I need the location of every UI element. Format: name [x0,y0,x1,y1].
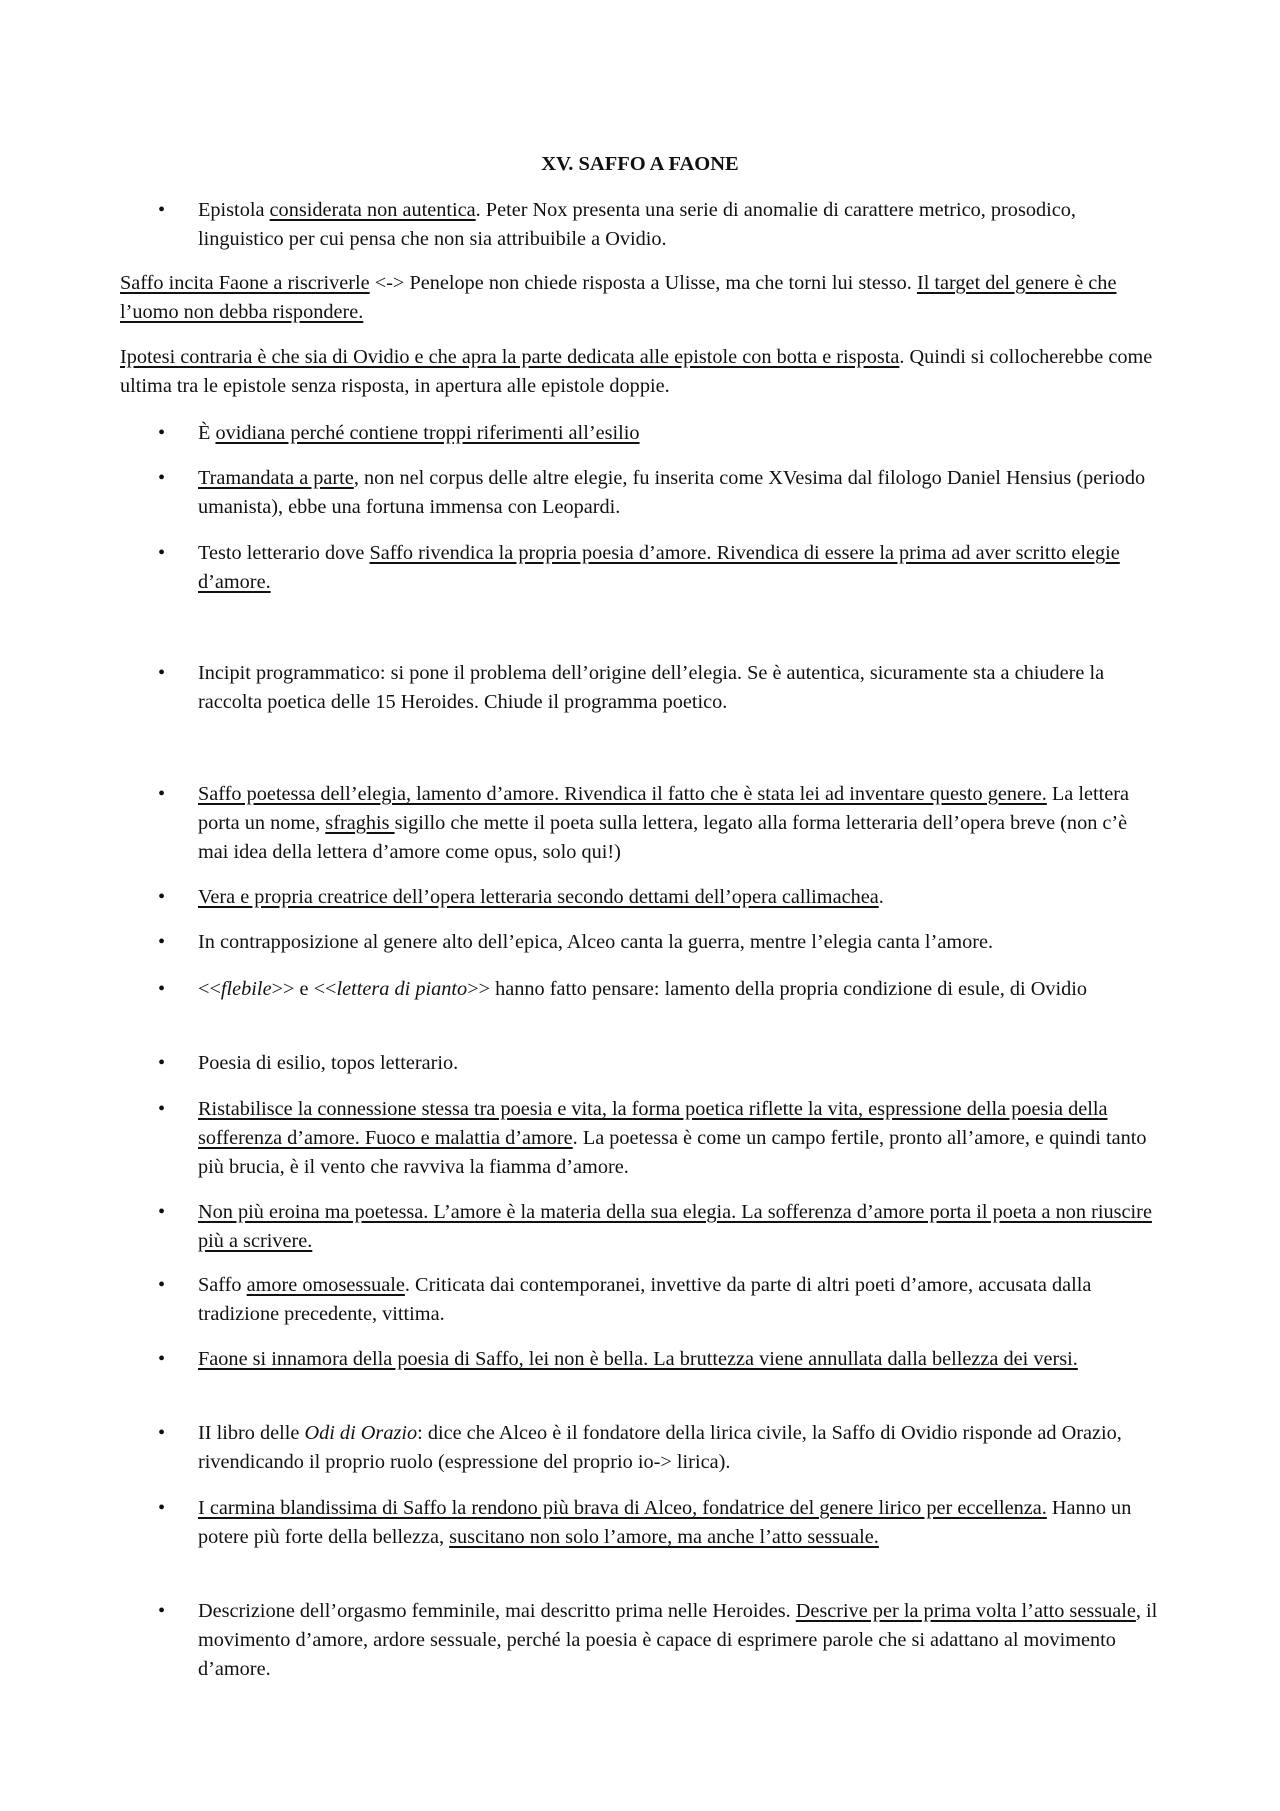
text-run: . La poetessa è come un campo fertile, pronto all’amore, e quindi tanto più brucia, è il vento che ravviva la fiamma d’amore. [198,1127,1147,1178]
bullet-marker: • [158,1052,166,1074]
underlined-text: amore omosessuale [246,1274,405,1296]
underlined-text: Saffo incita Faone a riscriverle [120,272,370,294]
bullet-item [120,928,1160,957]
bullet-marker: • [158,1497,166,1519]
underlined-text: Saffo poetessa dell’elegia, lamento d’amore. Rivendica il fatto che è stata lei ad inventare questo genere. [198,783,1047,805]
text-run: . Criticata dai contemporanei, invettive da parte di altri poeti d’amore, accusata dalla tradizione precedente, vittima. [198,1274,1092,1325]
bullet-item [120,419,1160,448]
underlined-text: Ipotesi contraria è che sia di Ovidio e che apra la parte dedicata alle epistole con botta e risposta [120,346,900,368]
text-run: sigillo che mette il poeta sulla lettera, legato alla forma letteraria dell’opera breve (non c’è mai idea della lettera d’amore come opus, solo qui!) [198,812,1128,863]
text-run: , non nel corpus delle altre elegie, fu inserita come XVesima dal filologo Daniel Hensius (periodo umanista), ebbe una fortuna immensa con Leopardi. [198,467,1146,518]
underlined-text: Saffo rivendica la propria poesia d’amore. Rivendica di essere la prima ad aver scritto elegie d’amore. [198,542,1120,593]
bullet-text [198,1049,1160,1078]
text-run: . Peter Nox presenta una serie di anomalie di carattere metrico, prosodico, linguistico per cui pensa che non sia attribuibile a Ovidio. [198,199,1076,250]
text-run: << [198,978,221,1000]
underlined-text: Vera e propria creatrice dell’opera letteraria secondo dettami dell’opera callimachea [198,886,879,908]
underlined-text: Non più eroina ma poetessa. L’amore è la materia della sua elegia. La sofferenza d’amore porta il poeta a non riuscire più a scrivere. [198,1201,1152,1252]
bullet-text [198,1597,1160,1684]
paragraph [120,269,1160,327]
text-run: <-> Penelope non chiede risposta a Ulisse, ma che torni lui stesso. [369,272,917,294]
text-run: La lettera porta un nome, [198,783,1130,834]
bullet-marker: • [158,1098,166,1120]
bullet-marker: • [158,1422,166,1444]
italic-text: lettera di pianto [336,978,468,1000]
bullet-text [198,1345,1160,1374]
text-run: >> hanno fatto pensare: lamento della propria condizione di esule, di Ovidio [467,978,1088,1000]
bullet-item [120,659,1160,717]
bullet-item [120,975,1160,1004]
bullet-marker: • [158,542,166,564]
text-run: >> e << [271,978,337,1000]
bullet-text [198,1198,1160,1256]
italic-text: flebile [220,978,272,1000]
text-run: Saffo [198,1274,247,1296]
text-run: Epistola [198,199,270,221]
italic-text: Odi di Orazio [304,1422,418,1444]
bullet-text [198,539,1160,597]
bullet-item [120,1345,1160,1374]
bullet-item [120,1494,1160,1552]
underlined-text: suscitano non solo l’amore, ma anche l’atto sessuale. [449,1526,879,1548]
bullet-marker: • [158,886,166,908]
text-run: . [878,886,884,908]
page-title: XV. SAFFO A FAONE [541,153,739,175]
bullet-text [198,196,1160,254]
bullet-item [120,1271,1160,1329]
bullet-marker: • [158,931,166,953]
bullet-text [198,419,1160,448]
bullet-text [198,1494,1160,1552]
bullet-text [198,659,1160,717]
bullet-item [120,1095,1160,1182]
bullet-marker: • [158,199,166,221]
text-run: In contrapposizione al genere alto dell’epica, Alceo canta la guerra, mentre l’elegia canta l’amore. [198,931,994,953]
underlined-text: sfraghis [325,812,395,834]
bullet-marker: • [158,467,166,489]
bullet-marker: • [158,422,166,444]
bullet-item [120,1597,1160,1684]
bullet-marker: • [158,1274,166,1296]
bullet-text [198,1095,1160,1182]
bullet-item [120,1198,1160,1256]
bullet-item [120,196,1160,254]
bullet-marker: • [158,978,166,1000]
text-run: Incipit programmatico: si pone il problema dell’origine dell’elegia. Se è autentica, sicuramente sta a chiudere la raccolta poetica delle 15 Heroides. Chiude il programma poetico. [198,662,1105,713]
bullet-item [120,1049,1160,1078]
bullet-text [198,1271,1160,1329]
underlined-text: Ristabilisce la connessione stessa tra poesia e vita, la forma poetica riflette la vita, espressione della poesia della sofferenza d’amore. Fuoco e malattia d’amore [198,1098,1108,1149]
underlined-text: I carmina blandissima di Saffo la rendono più brava di Alceo, fondatrice del genere lirico per eccellenza. [198,1497,1047,1519]
text-run: : dice che Alceo è il fondatore della lirica civile, la Saffo di Ovidio risponde ad Orazio, rivendicando il proprio ruolo (espressione del proprio io-> lirica). [198,1422,1122,1473]
underlined-text: Faone si innamora della poesia di Saffo, lei non è bella. La bruttezza viene annullata dalla bellezza dei versi. [198,1348,1078,1370]
bullet-item [120,539,1160,597]
text-run: È [198,422,216,444]
bullet-text [198,883,1160,912]
text-run: . Quindi si collocherebbe come ultima tra le epistole senza risposta, in apertura alle epistole doppie. [120,346,1153,397]
bullet-marker: • [158,783,166,805]
text-run: Testo letterario dove [198,542,370,564]
underlined-text: Descrive per la prima volta l’atto sessuale [795,1600,1136,1622]
text-run: Descrizione dell’orgasmo femminile, mai descritto prima nelle Heroides. [198,1600,796,1622]
underlined-text: Tramandata a parte [198,467,354,489]
underlined-text: ovidiana perché contiene troppi riferimenti all’esilio [215,422,640,444]
bullet-marker: • [158,1600,166,1622]
bullet-item [120,883,1160,912]
bullet-marker: • [158,1348,166,1370]
bullet-text [198,464,1160,522]
bullet-text [198,780,1160,867]
bullet-text [198,975,1160,1004]
underlined-text: Il target del genere è che l’uomo non debba rispondere. [120,272,1117,323]
paragraph [120,343,1160,401]
text-run: II libro delle [198,1422,305,1444]
text-run: , il movimento d’amore, ardore sessuale, perché la poesia è capace di esprimere parole che si adattano al movimento d’amore. [198,1600,1158,1680]
bullet-text [198,1419,1160,1477]
bullet-item [120,780,1160,867]
bullet-item [120,1419,1160,1477]
bullet-item [120,464,1160,522]
text-run: Hanno un potere più forte della bellezza, [198,1497,1132,1548]
underlined-text: considerata non autentica [269,199,476,221]
text-run: Poesia di esilio, topos letterario. [198,1052,459,1074]
bullet-text [198,928,1160,957]
bullet-marker: • [158,1201,166,1223]
bullet-marker: • [158,662,166,684]
